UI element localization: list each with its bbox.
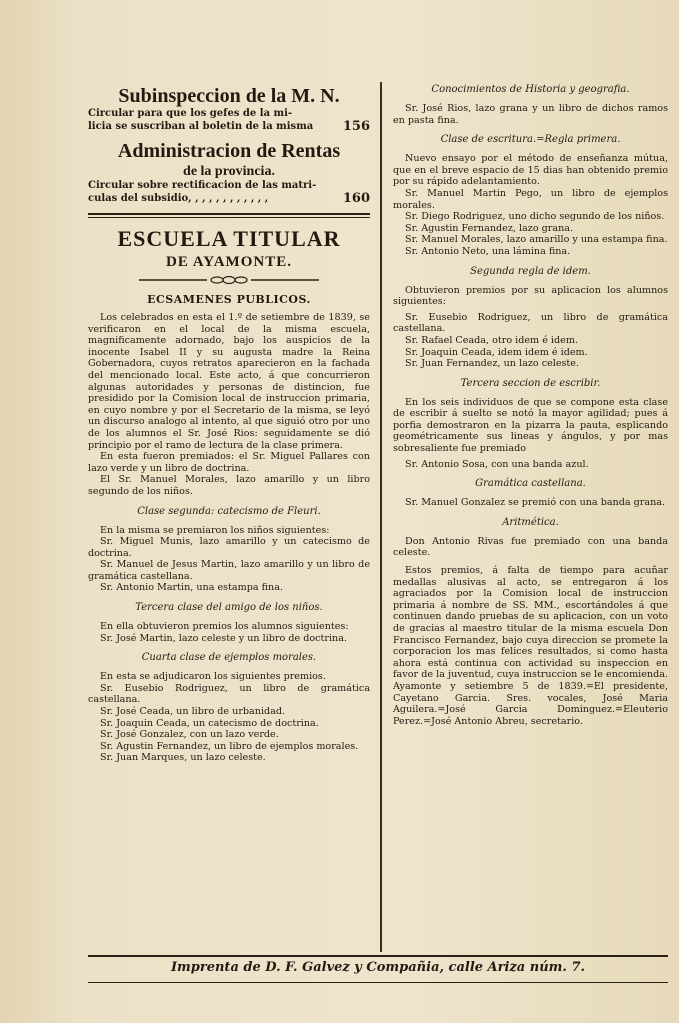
segunda-regla-heading: Segunda regla de idem. <box>470 265 591 277</box>
prize-item: Sr. Antonio Martin, una estampa fina. <box>100 582 284 594</box>
right-column <box>393 84 668 727</box>
subinspeccion-heading: Subinspeccion de la M. N. <box>118 85 340 107</box>
prize-item: Sr. Rafael Ceada, otro idem é idem. <box>405 334 578 346</box>
prize-item: Sr. Juan Marques, un lazo celeste. <box>100 752 266 764</box>
ecsamenes-heading: ECSAMENES PUBLICOS. <box>147 293 311 306</box>
ornament-rule-icon <box>139 275 319 285</box>
prize-item: Sr. Miguel Munis, lazo amarillo y un catecismo de doctrina. <box>88 536 370 559</box>
prize-item: Sr. Manuel Martin Pego, un libro de ejemplos morales. <box>393 187 668 211</box>
page-number: 160 <box>342 190 370 206</box>
escuela-subtitle: DE AYAMONTE. <box>166 254 292 270</box>
escuela-title: ESCUELA TITULAR <box>117 226 341 251</box>
imprint-footer: Imprenta de D. F. Galvez y Compañia, calle Ariza núm. 7. <box>170 960 586 975</box>
paragraph: En ella obtuvieron premios los alumnos siguientes: <box>100 621 349 633</box>
prize-item: Sr. José Gonzalez, con un lazo verde. <box>100 729 279 741</box>
clase-segunda-heading: Clase segunda: catecismo de Fleuri. <box>137 505 321 517</box>
prize-item: Sr. Eusebio Rodriguez, un libro de gramática castellana. <box>88 682 370 706</box>
prize-item: Sr. Diego Rodriguez, uno dicho segundo de los niños. <box>405 211 665 223</box>
cuarta-clase-heading: Cuarta clase de ejemplos morales. <box>141 652 317 664</box>
intro-paragraph: Los celebrados en esta el 1.º de setiembre de 1839, se verificaron en el local de la misma escuela, magnificamente adornado, bajo los auspicios de la inocente Isabel II y su augusta madre la Reina Gobernadora, cuyos retratos aparecieron en la fachada del mencionado local. Este acto, á que concurrieron algunas autoridades y personas de distincion, fue presidido por la Comision local de instruccion primaria, en cuyo nombre y por el Secretario de la misma, se leyó un discurso analogo al intento, al que siguió otro por uno de los alumnos el Sr. José Rios: seguidamente se dió principio por el ramo de lectura de la clase primera. <box>88 312 370 451</box>
escritura-heading: Clase de escritura.=Regla primera. <box>440 134 621 146</box>
paragraph: Nuevo ensayo por el método de enseñanza mútua, que en el breve espacio de 15 dias han obtenido premio por su rápido adelantamiento. <box>393 153 668 188</box>
prize-item: Sr. Manuel de Jesus Martin, lazo amarillo y un libro de gramática castellana. <box>88 559 370 582</box>
aritmetica-heading: Aritmética. <box>502 516 559 528</box>
prize-item: Sr. Antonio Sosa, con una banda azul. <box>405 458 589 470</box>
footer-rule <box>88 955 668 957</box>
tercera-clase-heading: Tercera clase del amigo de los niños. <box>135 602 323 614</box>
prize-item: Sr. Juan Fernandez, un lazo celeste. <box>405 358 579 370</box>
paragraph: En la misma se premiaron los niños siguientes: <box>100 524 330 536</box>
prize-item: Sr. Antonio Neto, una lámina fina. <box>405 245 571 257</box>
prize-item: Sr. José Rios, lazo grana y un libro de dichos ramos en pasta fina. <box>393 103 668 126</box>
subinspeccion-line-2: licia se suscriban al boletin de la misma 156 <box>88 118 370 134</box>
paragraph: En esta se adjudicaron los siguientes premios. <box>100 671 326 683</box>
prize-item: Sr. Manuel Gonzalez se premió con una banda grana. <box>405 497 666 509</box>
prize-item: Sr. Agustin Fernandez, lazo grana. <box>405 222 574 234</box>
closing-paragraph: Estos premios, á falta de tiempo para acuñar medallas alusivas al acto, se entregaron á los agraciados por la Comision local de instruccion primaria á nombre de SS. MM., escortándoles á que continuen dando pruebas de su aplicacion, con un voto de gracias al maestro titular de la misma escuela Don Francisco Fernandez, bajo cuya direccion se promete la corporacion los mas felices resultados, si como hasta ahora está continua con actividad su inspeccion en favor de la juventud, cuya instruccion se le encomienda. Ayamonte y setiembre 5 de 1839.=El presidente, Cayetano Garcia. Sres. vocales, José Maria Aguilera.=José Garcia Dominguez.=Eleuterio Perez.=José Antonio Abreu, secretario. <box>393 565 668 727</box>
paragraph: Obtuvieron premios por su aplicacion los alumnos siguientes: <box>393 284 668 308</box>
gramatica-heading: Gramática castellana. <box>475 478 586 490</box>
column-divider <box>380 82 382 952</box>
left-column <box>88 84 370 764</box>
administracion-heading: Administracion de Rentas <box>117 140 341 162</box>
administracion-subheading: de la provincia. <box>183 164 275 179</box>
paragraph: El Sr. Manuel Morales, lazo amarillo y un libro segundo de los niños. <box>88 474 370 497</box>
tercera-seccion-heading: Tercera seccion de escribir. <box>460 377 601 389</box>
section-divider <box>88 213 370 218</box>
prize-item: Sr. José Ceada, un libro de urbanidad. <box>100 706 286 718</box>
prize-item: Don Antonio Rivas fue premiado con una banda celeste. <box>393 535 668 559</box>
prize-item: Sr. Joaquin Ceada, idem idem é idem. <box>405 346 588 358</box>
prize-item: Sr. José Martin, lazo celeste y un libro de doctrina. <box>100 632 347 644</box>
historia-heading: Conocimientos de Historia y geografia. <box>431 84 630 95</box>
paragraph: En esta fueron premiados: el Sr. Miguel Pallares con lazo verde y un libro de doctrina. <box>88 451 370 474</box>
administracion-line-1: Circular sobre rectificacion de las matri- <box>88 180 317 191</box>
prize-item: Sr. Joaquin Ceada, un catecismo de doctrina. <box>100 717 319 729</box>
subinspeccion-line-1: Circular para que los gefes de la mi- <box>88 108 293 119</box>
prize-item: Sr. Manuel Morales, lazo amarillo y una estampa fina. <box>405 234 668 246</box>
administracion-line-2: culas del subsidio, , , , , , , , , , , , 160 <box>88 190 370 206</box>
prize-item: Sr. Eusebio Rodriguez, un libro de gramática castellana. <box>393 311 668 335</box>
prize-item: Sr. Agustin Fernandez, un libro de ejemplos morales. <box>100 740 359 752</box>
footer-rule-bottom <box>88 982 668 983</box>
page-number: 156 <box>342 118 370 134</box>
paragraph: En los seis individuos de que se compone esta clase de escribir á suelto se notó la mayor agilidad; pues á porfia demostraron en la pizarra la pauta, esplicando geométricamente sus lineas y ángulos, y por mas sobresaliente fue premiado <box>393 396 668 455</box>
